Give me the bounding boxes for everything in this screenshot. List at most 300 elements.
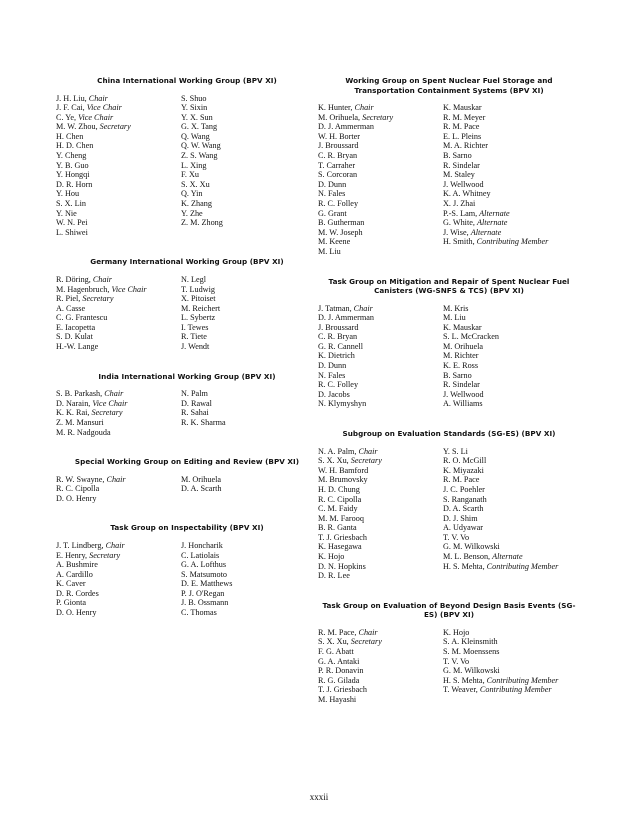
member-entry [443,657,580,667]
member-entry [56,389,181,399]
member-name: J. Honcharik [181,540,223,550]
member-column-1 [318,304,443,410]
member-name: M. Kris [443,303,469,313]
member-name: J. B. Ossmann [181,598,229,608]
member-name: E. Iacopetta [56,322,96,332]
member-name: X. Pitoiset [181,294,216,304]
member-column-1 [56,275,181,352]
member-entry [181,389,318,399]
member-role: Secretary [350,456,382,466]
member-column-2 [181,475,318,504]
member-entry [181,103,318,113]
member-name: T. Ludwig [181,284,215,294]
member-name: K. Hojo [318,552,345,562]
member-column-1 [56,94,181,238]
member-name: R. C. Cipolla [56,484,100,494]
member-name: W. H. Bamford [318,465,369,475]
member-entry [443,475,580,485]
member-name: T. J. Griesbach [318,532,367,542]
member-entry [318,456,443,466]
member-entry [318,170,443,180]
member-name: Y. Zhe [181,208,203,218]
member-name: D. Dunn [318,179,347,189]
member-entry [443,456,580,466]
member-entry [56,180,181,190]
member-entry [443,113,580,123]
member-name: Z. M. Zhong [181,218,223,228]
member-entry [318,342,443,352]
member-entry [318,151,443,161]
member-entry [443,228,580,238]
member-role: Contributing Member [486,561,559,571]
member-entry [56,285,181,295]
member-name: M. Liu [318,246,341,256]
member-entry [318,361,443,371]
committee-group [318,601,580,705]
member-role: Alternate [470,227,502,237]
member-name: Y. Nie [56,208,77,218]
member-name: D. A. Scarth [181,484,222,494]
committee-group [318,76,580,257]
member-entry [318,390,443,400]
member-name: S. Ranganath [443,494,487,504]
member-list [318,304,580,410]
member-entry [443,485,580,495]
member-entry [56,151,181,161]
member-entry [181,399,318,409]
member-name: Q. W. Wang [181,141,221,151]
member-list [56,541,318,618]
member-entry [318,485,443,495]
member-name: R. Sahai [181,408,209,418]
member-entry [56,570,181,580]
member-entry [443,189,580,199]
member-name: A. Casse [56,303,86,313]
member-entry [443,542,580,552]
member-name: K. A. Whitney [443,189,491,199]
member-name: D. O. Henry [56,608,97,618]
member-entry [181,294,318,304]
member-role: Secretary [89,550,121,560]
member-entry [318,122,443,132]
member-name: S. Corcoran [318,170,358,180]
member-entry [56,560,181,570]
member-entry [443,161,580,171]
member-entry [443,380,580,390]
member-entry [318,637,443,647]
member-list [56,275,318,352]
member-name: H. D. Chen [56,141,94,151]
member-entry [318,228,443,238]
member-entry [56,408,181,418]
member-entry [181,475,318,485]
member-name: H. S. Mehta, [443,561,485,571]
member-entry [318,113,443,123]
member-entry [318,695,443,705]
member-name: J. C. Poehler [443,484,485,494]
member-name: F. Xu [181,170,199,180]
member-name: Y. Hou [56,189,80,199]
member-name: H. D. Chung [318,484,360,494]
group-title: China International Working Group (BPV XI) [97,76,277,85]
member-entry [56,418,181,428]
member-name: J. Wellwood [443,389,484,399]
member-entry [181,484,318,494]
member-name: D. J. Ammerman [318,122,374,132]
member-name: D. J. Ammerman [318,313,374,323]
member-name: D. R. Horn [56,179,93,189]
member-role: Chair [105,540,125,550]
member-entry [56,399,181,409]
member-entry [56,209,181,219]
member-name: T. J. Griesbach [318,685,367,695]
member-entry [318,552,443,562]
member-name: L. Sybertz [181,313,216,323]
member-entry [443,562,580,572]
member-name: C. Thomas [181,608,217,618]
member-list [318,103,580,257]
member-entry [443,628,580,638]
member-entry [181,408,318,418]
member-name: R. M. Pace [443,122,480,132]
member-name: N. Fales [318,189,346,199]
member-entry [318,647,443,657]
member-entry [443,399,580,409]
member-name: C. G. Frantescu [56,313,108,323]
member-entry [443,323,580,333]
member-entry [56,275,181,285]
member-name: R. K. Sharma [181,417,226,427]
member-entry [181,589,318,599]
member-entry [318,685,443,695]
committee-group [56,457,318,503]
member-name: D. J. Shim [443,513,478,523]
member-name: K. Caver [56,579,86,589]
member-entry [181,170,318,180]
member-name: N. Klymyshyn [318,399,367,409]
member-name: M. R. Nadgouda [56,427,111,437]
member-entry [318,571,443,581]
member-role: Vice Chair [86,103,122,113]
member-list [56,389,318,437]
member-name: S. B. Parkash, [56,389,103,399]
member-entry [181,579,318,589]
member-entry [181,199,318,209]
member-entry [318,514,443,524]
member-entry [443,151,580,161]
member-role: Vice Chair [92,398,128,408]
member-role: Vice Chair [78,112,114,122]
member-name: R. Piel, [56,294,81,304]
member-name: D. R. Cordes [56,588,99,598]
member-entry [181,218,318,228]
member-entry [318,247,443,257]
member-entry [318,332,443,342]
member-name: D. Dunn [318,361,347,371]
member-name: S. A. Kleinsmith [443,637,498,647]
member-name: S. X. Xu, [318,456,349,466]
member-entry [56,218,181,228]
member-name: D. E. Matthews [181,579,233,589]
member-name: Z. M. Mansuri [56,417,104,427]
member-entry [443,132,580,142]
member-entry [181,418,318,428]
member-name: L. Xing [181,160,207,170]
member-entry [181,161,318,171]
member-name: Q. Wang [181,131,210,141]
group-title: Germany International Working Group (BPV XI) [90,257,284,267]
member-entry [443,666,580,676]
member-entry [318,189,443,199]
member-name: W. H. Borter [318,131,360,141]
member-name: M. Liu [443,313,466,323]
member-entry [181,132,318,142]
member-entry [318,323,443,333]
member-name: M. Keene [318,237,351,247]
member-name: C. M. Faidy [318,504,358,514]
member-name: G. R. Cannell [318,341,364,351]
member-name: R. M. Meyer [443,112,486,122]
member-entry [56,541,181,551]
member-name: S. X. Xu, [318,637,349,647]
member-name: I. Tewes [181,322,209,332]
member-name: J. Tatman, [318,303,352,313]
member-name: T. Weaver, [443,685,478,695]
member-role: Chair [92,274,112,284]
committee-group [318,277,580,410]
member-role: Alternate [476,218,508,228]
member-entry [318,351,443,361]
member-entry [181,94,318,104]
member-entry [181,113,318,123]
member-entry [56,294,181,304]
member-entry [443,361,580,371]
member-name: D. A. Scarth [443,504,484,514]
member-entry [318,161,443,171]
member-name: H. Chen [56,131,84,141]
member-entry [56,551,181,561]
member-name: R. Döring, [56,274,91,284]
member-name: J. Broussard [318,322,359,332]
member-name: B. Gutherman [318,218,365,228]
member-entry [443,647,580,657]
member-entry [56,323,181,333]
member-name: H.-W. Lange [56,342,99,352]
member-entry [181,189,318,199]
member-role: Secretary [350,637,382,647]
member-entry [443,304,580,314]
committee-group [56,523,318,617]
member-entry [181,541,318,551]
member-entry [443,390,580,400]
member-name: J. Wendt [181,342,210,352]
member-name: E. L. Pleins [443,131,482,141]
member-entry [318,657,443,667]
member-entry [56,608,181,618]
member-entry [318,495,443,505]
member-name: A. Cardillo [56,569,93,579]
member-name: N. Palm [181,389,208,399]
group-title: Task Group on Evaluation of Beyond Design Basis Events (SG-ES) (BPV XI) [322,600,576,620]
member-entry [318,628,443,638]
member-entry [181,304,318,314]
member-entry [181,323,318,333]
member-name: M. A. Richter [443,141,489,151]
member-name: M. Orihuela [181,474,222,484]
member-entry [318,542,443,552]
member-name: A. Bushmire [56,560,98,570]
member-name: F. G. Abatt [318,647,354,657]
member-entry [318,466,443,476]
member-column-1 [318,103,443,257]
member-entry [443,342,580,352]
member-entry [181,180,318,190]
member-entry [318,475,443,485]
member-name: G. M. Wilkowski [443,666,500,676]
member-name: M. W. Joseph [318,227,363,237]
member-entry [443,170,580,180]
member-column-1 [318,447,443,581]
member-column-2 [443,628,580,705]
member-name: K. Mauskar [443,322,482,332]
member-entry [443,371,580,381]
member-entry [181,122,318,132]
member-name: Y. S. Li [443,446,468,456]
member-entry [56,141,181,151]
member-name: Q. Yin [181,189,203,199]
member-entry [56,199,181,209]
member-role: Secretary [362,112,394,122]
member-entry [181,209,318,219]
member-name: K. Hasegawa [318,542,362,552]
member-entry [318,141,443,151]
member-entry [443,180,580,190]
member-entry [443,523,580,533]
member-entry [56,113,181,123]
member-role: Secretary [82,294,114,304]
member-entry [56,94,181,104]
member-entry [443,552,580,562]
member-name: G. X. Tang [181,122,218,132]
member-name: K. Zhang [181,199,212,209]
member-entry [318,313,443,323]
member-name: M. Orihuela [443,341,484,351]
member-name: E. Henry, [56,550,88,560]
member-list [318,447,580,581]
member-name: B. Sarno [443,150,472,160]
member-entry [56,342,181,352]
member-entry [56,494,181,504]
member-name: S. D. Kulat [56,332,93,342]
member-name: Y. B. Guo [56,160,89,170]
member-name: D. N. Hopkins [318,561,366,571]
member-name: M. Reichert [181,303,221,313]
member-column-2 [181,94,318,238]
member-name: R. O. McGill [443,456,487,466]
member-entry [443,495,580,505]
member-name: S. X. Lin [56,199,87,209]
member-name: R. M. Pace, [318,627,357,637]
member-name: D. Narain, [56,398,91,408]
member-column-1 [318,628,443,705]
member-entry [181,313,318,323]
member-name: L. Shiwei [56,227,88,237]
member-name: R. M. Pace [443,475,480,485]
member-entry [443,533,580,543]
member-entry [318,304,443,314]
member-list [56,94,318,238]
member-name: R. C. Folley [318,198,359,208]
member-column-1 [56,389,181,437]
member-name: C. Ye, [56,112,77,122]
member-name: K. Hojo [443,627,470,637]
member-name: R. G. Gilada [318,675,360,685]
member-list [318,628,580,705]
committee-group [56,257,318,351]
member-name: C. Latiolais [181,550,220,560]
member-name: J. T. Lindberg, [56,540,104,550]
member-entry [181,598,318,608]
member-entry [318,447,443,457]
member-role: Secretary [99,122,131,132]
member-name: R. Sindelar [443,380,480,390]
member-entry [443,209,580,219]
member-role: Chair [106,474,126,484]
committee-group [318,429,580,581]
member-name: T. V. Vo [443,656,470,666]
group-title: India International Working Group (BPV XI) [98,371,276,381]
member-name: R. C. Folley [318,380,359,390]
member-name: B. Sarno [443,370,472,380]
member-entry [443,466,580,476]
member-name: C. R. Bryan [318,150,358,160]
member-role: Chair [353,303,373,313]
member-name: J. Broussard [318,141,359,151]
member-role: Chair [104,389,124,399]
member-name: S. Matsumoto [181,569,227,579]
member-entry [318,180,443,190]
member-entry [318,132,443,142]
member-name: Y. Cheng [56,151,87,161]
member-entry [318,237,443,247]
member-name: M. W. Zhou, [56,122,98,132]
member-name: M. Orihuela, [318,112,361,122]
member-name: R. Sindelar [443,160,480,170]
member-entry [318,371,443,381]
member-entry [318,523,443,533]
member-entry [318,533,443,543]
member-entry [181,560,318,570]
member-role: Alternate [492,552,523,562]
member-entry [181,141,318,151]
member-name: D. R. Lee [318,571,350,581]
member-entry [56,122,181,132]
member-entry [181,285,318,295]
group-title: Working Group on Spent Nuclear Fuel Storage and Transportation Containment Systems (BPV XI) [345,76,553,95]
member-name: C. R. Bryan [318,332,358,342]
member-name: G. White, [443,218,475,228]
member-name: Y. Hongqi [56,170,90,180]
member-role: Chair [358,627,378,637]
member-name: J. H. Liu, [56,93,87,103]
member-name: D. Jacobs [318,389,350,399]
member-entry [318,504,443,514]
member-entry [318,666,443,676]
member-name: M. Richter [443,351,479,361]
member-column-1 [56,541,181,618]
member-name: H. Smith, [443,237,475,247]
member-entry [56,598,181,608]
